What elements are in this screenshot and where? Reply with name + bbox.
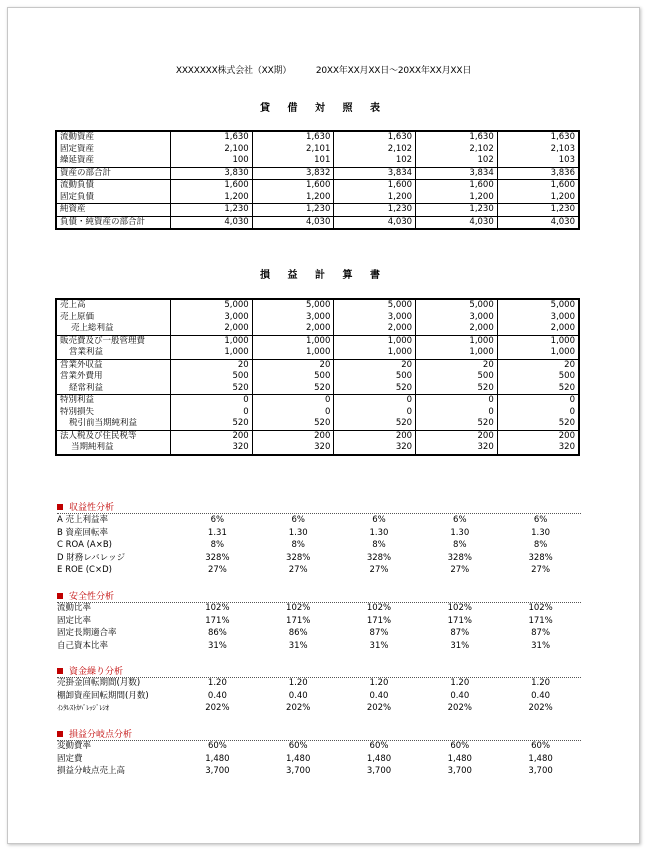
cell-value: 3,700 [286,766,311,776]
cell-value: 60% [288,741,308,751]
company-name: XXXXXXX株式会社（XX期） [175,66,292,76]
cell-value: 0 [497,395,579,407]
table-row [56,180,579,192]
cell-value: 1,200 [171,192,253,204]
cell-value: 1,000 [252,347,334,359]
cell-value: 328% [366,552,392,563]
row-label: 法人税及び住民税等 [56,430,171,442]
row-label: 固定比率 [57,615,92,626]
cell-value: 202% [447,703,472,713]
cell-value: 1,600 [497,180,579,192]
cell-value: 3,000 [416,312,498,324]
row-label: 当期純利益 [56,442,171,455]
cell-value: 60% [207,741,227,751]
cell-value: 102 [416,155,498,167]
cell-value: 0 [171,407,253,419]
cell-value: 86% [288,628,308,638]
row-label: 固定負債 [56,192,171,204]
table-row [57,564,581,577]
table-row [56,323,579,335]
cell-value: 27% [531,565,551,575]
cell-value: 2,000 [497,323,579,335]
table-row [57,602,581,615]
cell-value: 500 [416,371,498,383]
row-label: 流動負債 [56,180,171,192]
cell-value: 1,600 [252,180,334,192]
table-row [57,552,581,565]
cell-value: 4,030 [416,216,498,229]
cell-value: 31% [450,640,470,651]
cell-value: 3,834 [416,167,498,180]
row-label: 特別利益 [56,395,171,407]
cell-value: 0 [416,407,498,419]
row-label: 税引前当期純利益 [56,418,171,430]
table-row [56,144,579,156]
cell-value: 200 [252,430,334,442]
row-label: 棚卸資産回転期間(月数) [57,690,149,701]
table-row [56,430,579,442]
row-label: 変動費率 [57,741,92,751]
table-row [57,539,581,552]
table-row [56,335,579,347]
cell-value: 1,630 [416,131,498,144]
cell-value: 520 [416,418,498,430]
cell-value: 4,030 [171,216,253,229]
cell-value: 27% [207,565,227,575]
cell-value: 1,230 [252,204,334,217]
cell-value: 60% [369,741,389,751]
cell-value: 500 [252,371,334,383]
row-label: 営業外収益 [56,359,171,371]
cell-value: 1,000 [497,347,579,359]
cell-value: 0 [334,395,416,407]
cell-value: 200 [171,430,253,442]
cell-value: 1.20 [288,678,308,688]
cell-value: 202% [366,703,392,713]
row-label: 固定資産 [56,144,171,156]
cell-value: 8% [291,540,305,550]
row-label: 売上総利益 [56,323,171,335]
row-label: 販売費及び一般管理費 [56,335,171,347]
bullet-square-icon [57,668,63,674]
cell-value: 1,200 [497,192,579,204]
row-label: A 売上利益率 [57,515,109,525]
cell-value: 200 [416,430,498,442]
cell-value: 6% [453,515,467,525]
cell-value: 0 [252,395,334,407]
cell-value: 102 [334,155,416,167]
cell-value: 1,230 [416,204,498,217]
bullet-square-icon [57,593,63,599]
cell-value: 1,000 [171,347,253,359]
table-row [56,418,579,430]
balance-sheet-table [55,130,580,230]
cell-value: 1,480 [366,753,392,764]
table-row [56,347,579,359]
income-statement-title: 損 益 計 算 書 [260,270,387,281]
cell-value: 1,600 [334,180,416,192]
cell-value: 31% [207,640,227,651]
cell-value: 27% [369,565,389,575]
cell-value: 0 [497,407,579,419]
cell-value: 320 [252,442,334,455]
cell-value: 86% [207,628,227,638]
cell-value: 1,000 [252,335,334,347]
cell-value: 202% [286,703,311,713]
cell-value: 0.40 [450,690,470,701]
cell-value: 328% [286,552,311,563]
cell-value: 1.31 [207,527,227,538]
cell-value: 102% [447,603,472,613]
cell-value: 4,030 [334,216,416,229]
cell-value: 171% [528,615,553,626]
row-label: 売上高 [56,299,171,312]
table-row [56,167,579,180]
cell-value: 87% [531,628,551,638]
cell-value: 200 [497,430,579,442]
cell-value: 102% [528,603,553,613]
cell-value: 60% [531,741,551,751]
cell-value: 500 [334,371,416,383]
cell-value: 320 [334,442,416,455]
cell-value: 3,700 [447,766,472,776]
cell-value: 171% [205,615,230,626]
cell-value: 520 [416,383,498,395]
cell-value: 1.30 [288,527,308,538]
cell-value: 60% [450,741,470,751]
cell-value: 1,000 [334,335,416,347]
cell-value: 0.40 [531,690,551,701]
cell-value: 31% [531,640,551,651]
table-row [57,640,581,653]
cell-value: 2,102 [334,144,416,156]
cell-value: 5,000 [252,299,334,312]
row-label: 固定長期適合率 [57,628,117,638]
cell-value: 3,000 [334,312,416,324]
cell-value: 5,000 [416,299,498,312]
cell-value: 1.20 [450,678,470,688]
bullet-square-icon [57,504,63,510]
cell-value: 1,000 [334,347,416,359]
cell-value: 1,630 [252,131,334,144]
balance-sheet-title: 貸 借 対 照 表 [260,103,387,114]
cell-value: 1,630 [497,131,579,144]
cell-value: 328% [205,552,230,563]
cell-value: 3,700 [366,766,392,776]
cell-value: 27% [288,565,308,575]
profitability-analysis-title [57,500,114,513]
cell-value: 2,000 [252,323,334,335]
table-row [56,371,579,383]
cell-value: 520 [171,383,253,395]
cell-value: 320 [171,442,253,455]
table-row [57,702,581,715]
cell-value: 20 [497,359,579,371]
cell-value: 3,832 [252,167,334,180]
row-label: 資産の部合計 [56,167,171,180]
cell-value: 1,600 [416,180,498,192]
cell-value: 2,102 [416,144,498,156]
income-statement-table [55,298,580,456]
cell-value: 1,200 [416,192,498,204]
cell-value: 1,000 [497,335,579,347]
table-row [56,131,579,144]
cell-value: 1,480 [447,753,472,764]
row-label: 営業利益 [56,347,171,359]
break-even-table [57,740,581,778]
profitability-table [57,514,581,577]
row-label: 流動比率 [57,603,92,613]
table-row [56,442,579,455]
cell-value: 1,000 [416,335,498,347]
cell-value: 2,000 [171,323,253,335]
cell-value: 20 [416,359,498,371]
table-row [56,155,579,167]
row-label: 繰延資産 [56,155,171,167]
row-label: 流動資産 [56,131,171,144]
cell-value: 3,000 [252,312,334,324]
cell-value: 1,600 [171,180,253,192]
cell-value: 202% [528,703,553,713]
cash-flow-analysis-title [57,664,123,677]
cell-value: 171% [447,615,472,626]
cell-value: 520 [334,418,416,430]
cell-value: 2,000 [334,323,416,335]
cell-value: 6% [372,515,386,525]
cell-value: 102% [286,603,311,613]
cell-value: 1.30 [450,527,470,538]
cell-value: 87% [369,628,389,638]
cell-value: 0.40 [207,690,227,701]
row-label: 売上原価 [56,312,171,324]
table-row [56,359,579,371]
row-label: ｲﾝﾀﾚｽﾄｶﾊﾞﾚｯｼﾞﾚｼｵ [57,704,109,712]
table-row [56,216,579,229]
cell-value: 8% [533,540,548,550]
table-row [56,192,579,204]
cell-value: 5,000 [497,299,579,312]
cell-value: 171% [286,615,311,626]
cell-value: 1,480 [205,753,230,764]
row-label: 純資産 [56,204,171,217]
row-label: 経常利益 [56,383,171,395]
cell-value: 202% [205,703,230,713]
table-row [56,204,579,217]
cell-value: 1.30 [369,527,389,538]
cell-value: 5,000 [171,299,253,312]
cell-value: 1.20 [369,678,389,688]
cell-value: 328% [528,552,553,563]
table-row [56,383,579,395]
cell-value: 102% [366,603,392,613]
cell-value: 8% [372,540,386,550]
cash-flow-table [57,677,581,715]
table-row [57,677,581,690]
cell-value: 4,030 [252,216,334,229]
cell-value: 4,030 [497,216,579,229]
cell-value: 1,480 [286,753,311,764]
cell-value: 520 [334,383,416,395]
cell-value: 1,630 [334,131,416,144]
table-row [57,527,581,540]
cell-value: 1,000 [416,347,498,359]
cell-value: 1,480 [528,753,553,764]
cell-value: 328% [447,552,472,563]
table-row [56,395,579,407]
cell-value: 200 [334,430,416,442]
cell-value: 3,700 [528,766,553,776]
cell-value: 520 [252,383,334,395]
cell-value: 3,834 [334,167,416,180]
safety-analysis-title [57,589,114,602]
cell-value: 3,000 [497,312,579,324]
table-row [57,615,581,628]
section-heading: 損益分岐点分析 [69,730,133,740]
cell-value: 2,103 [497,144,579,156]
row-label: 固定費 [57,753,83,764]
cell-value: 6% [533,515,548,525]
cell-value: 0 [334,407,416,419]
cell-value: 0.40 [369,690,389,701]
row-label: 負債・純資産の部合計 [56,216,171,229]
table-row [56,299,579,312]
cell-value: 20 [171,359,253,371]
cell-value: 520 [497,383,579,395]
cell-value: 320 [497,442,579,455]
cell-value: 6% [291,515,305,525]
cell-value: 500 [171,371,253,383]
table-row [57,765,581,778]
cell-value: 171% [366,615,392,626]
table-row [57,740,581,753]
cell-value: 3,830 [171,167,253,180]
cell-value: 5,000 [334,299,416,312]
row-label: 特別損失 [56,407,171,419]
row-label: B 資産回転率 [57,527,109,538]
section-heading: 資金繰り分析 [69,667,124,677]
cell-value: 103 [497,155,579,167]
cell-value: 0.40 [288,690,308,701]
row-label: 営業外費用 [56,371,171,383]
table-row [57,690,581,703]
cell-value: 6% [210,515,225,525]
section-heading: 安全性分析 [69,592,115,602]
cell-value: 2,100 [171,144,253,156]
cell-value: 520 [252,418,334,430]
cell-value: 0 [252,407,334,419]
cell-value: 1,200 [334,192,416,204]
table-row [56,407,579,419]
cell-value: 1,000 [171,335,253,347]
table-row [57,753,581,766]
row-label: D 財務レバレッジ [57,552,126,563]
cell-value: 2,000 [416,323,498,335]
safety-table [57,602,581,652]
cell-value: 320 [416,442,498,455]
row-label: C ROA (A×B) [57,540,113,550]
cell-value: 0 [416,395,498,407]
cell-value: 31% [369,640,389,651]
table-row [57,627,581,640]
cell-value: 20 [252,359,334,371]
cell-value: 0 [171,395,253,407]
cell-value: 1,630 [171,131,253,144]
cell-value: 102% [205,603,230,613]
cell-value: 1,230 [334,204,416,217]
section-heading: 収益性分析 [69,503,115,513]
cell-value: 1,230 [171,204,253,217]
cell-value: 3,836 [497,167,579,180]
row-label: 損益分岐点売上高 [57,766,126,776]
row-label: 売掛金回転期間(月数) [57,678,141,688]
cell-value: 520 [497,418,579,430]
cell-value: 520 [171,418,253,430]
break-even-analysis-title [57,727,132,740]
cell-value: 1.20 [207,678,227,688]
cell-value: 8% [210,540,225,550]
row-label: E ROE (C×D) [57,565,112,575]
cell-value: 101 [252,155,334,167]
cell-value: 31% [288,640,308,651]
table-row [57,514,581,527]
table-row [56,312,579,324]
cell-value: 1,200 [252,192,334,204]
cell-value: 87% [450,628,470,638]
cell-value: 500 [497,371,579,383]
cell-value: 1.20 [531,678,551,688]
cell-value: 27% [450,565,470,575]
cell-value: 8% [453,540,467,550]
cell-value: 1,230 [497,204,579,217]
bullet-square-icon [57,731,63,737]
document-header [0,63,647,76]
cell-value: 20 [334,359,416,371]
fiscal-period: 20XX年XX月XX日～20XX年XX月XX日 [315,66,472,76]
cell-value: 3,000 [171,312,253,324]
cell-value: 1.30 [531,527,551,538]
row-label: 自己資本比率 [57,640,109,651]
cell-value: 3,700 [205,766,230,776]
cell-value: 2,101 [252,144,334,156]
cell-value: 100 [171,155,253,167]
